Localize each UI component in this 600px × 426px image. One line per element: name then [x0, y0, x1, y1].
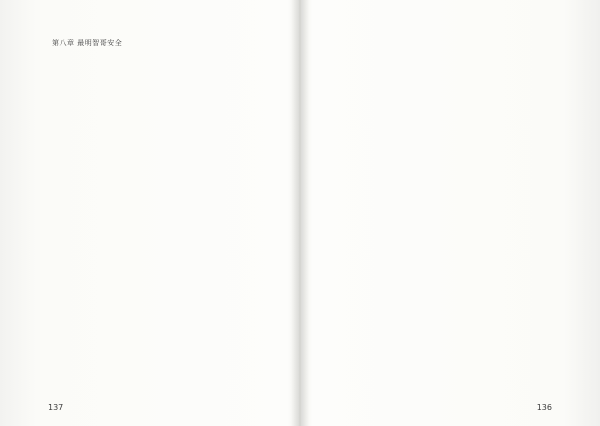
right-page [300, 0, 600, 426]
running-head: 第八章 最明智哥安全 [52, 39, 123, 47]
right-page-text [330, 56, 554, 404]
left-page-number: 137 [48, 403, 64, 412]
left-page-text [52, 56, 282, 404]
right-page-number: 136 [536, 403, 552, 412]
